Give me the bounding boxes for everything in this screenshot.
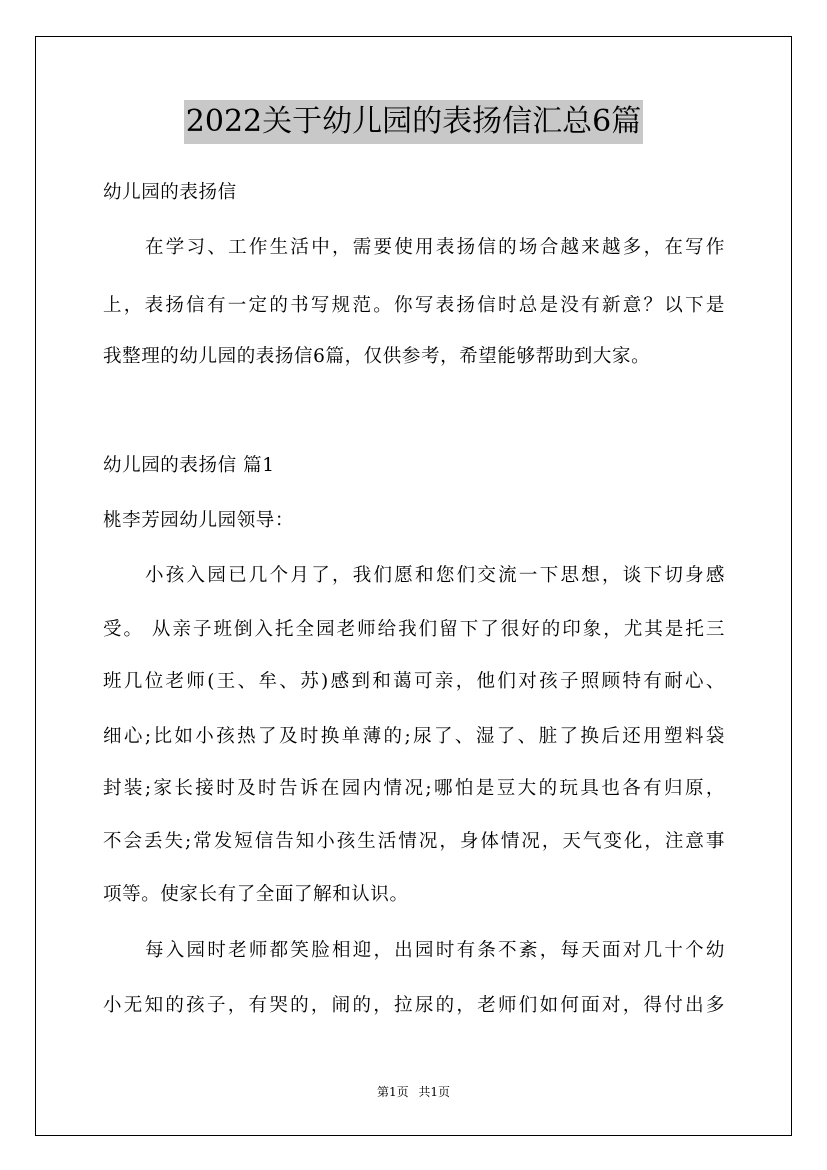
intro-line: 在学习、工作生活中，需要使用表扬信的场合越来越多，在写作 (145, 237, 725, 258)
title-container (0, 100, 827, 144)
article-heading: 幼儿园的表扬信 篇1 (103, 455, 275, 476)
salutation: 桃李芳园幼儿园领导： (103, 510, 295, 531)
paragraph-line: 受。 从亲子班倒入托全园老师给我们留下了很好的印象，尤其是托三 (103, 619, 725, 640)
intro-line: 我整理的幼儿园的表扬信6篇，仅供参考，希望能够帮助到大家。 (103, 346, 651, 367)
intro-line: 上，表扬信有一定的书写规范。你写表扬信时总是没有新意？以下是 (103, 295, 725, 316)
page-footer (0, 1084, 827, 1100)
paragraph-line: 细心;比如小孩热了及时换单薄的;尿了、湿了、脏了换后还用塑料袋 (103, 726, 725, 747)
paragraph-line: 封装;家长接时及时告诉在园内情况;哪怕是豆大的玩具也各有归原， (103, 778, 725, 799)
paragraph-line: 小无知的孩子，有哭的，闹的，拉尿的，老师们如何面对，得付出多 (103, 995, 725, 1016)
paragraph-line: 小孩入园已几个月了，我们愿和您们交流一下思想，谈下切身感 (145, 565, 725, 586)
paragraph-line: 每入园时老师都笑脸相迎，出园时有条不紊，每天面对几十个幼 (145, 940, 725, 961)
page-number: 第1页 (376, 1085, 409, 1099)
paragraph-line: 不会丢失;常发短信告知小孩生活情况，身体情况，天气变化，注意事 (103, 831, 725, 852)
document-title: 2022关于幼儿园的表扬信汇总6篇 (184, 100, 643, 144)
paragraph-line: 项等。使家长有了全面了解和认识。 (103, 884, 409, 905)
section-heading: 幼儿园的表扬信 (103, 182, 237, 203)
paragraph-line: 班几位老师(王、牟、苏)感到和蔼可亲，他们对孩子照顾特有耐心、 (103, 671, 725, 692)
page-total: 共1页 (418, 1085, 451, 1099)
